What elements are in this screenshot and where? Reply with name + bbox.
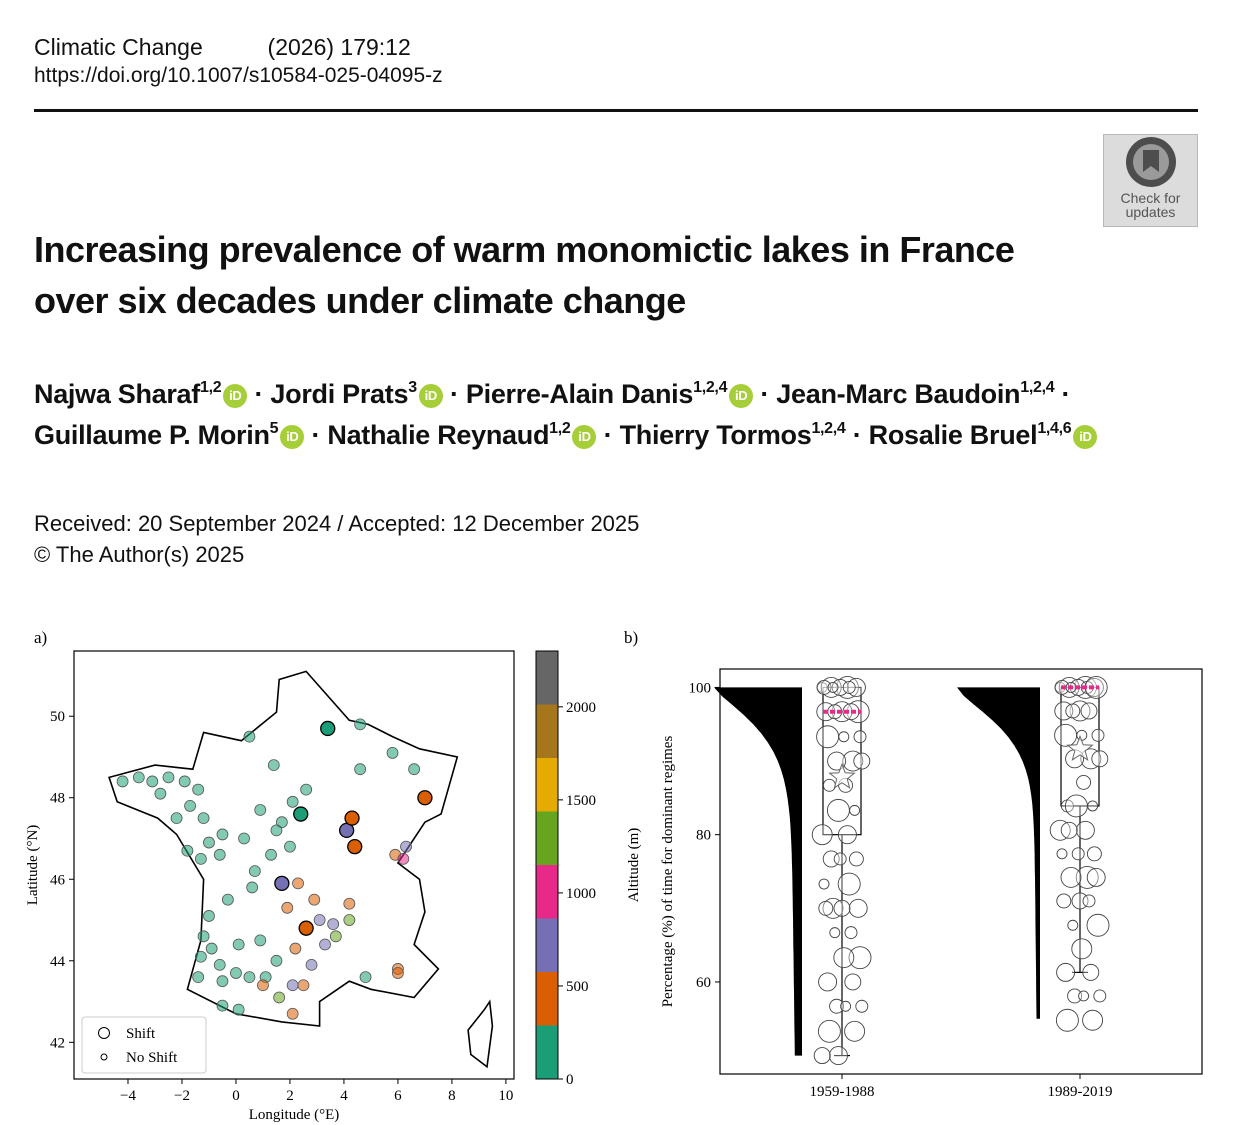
lake-point	[294, 807, 308, 821]
colorbar-tick-label: 1000	[566, 885, 596, 902]
x-tick-label: 1959-1988	[809, 1084, 875, 1100]
lake-point	[255, 935, 266, 946]
lake-point	[287, 980, 298, 991]
lake-point	[268, 760, 279, 771]
data-point	[814, 1048, 830, 1064]
y-axis-label: Latitude (°N)	[25, 824, 41, 906]
colorbar-tick-label: 500	[566, 978, 589, 995]
data-point	[856, 1000, 868, 1012]
lake-point	[217, 829, 228, 840]
orcid-icon[interactable]: iD	[223, 384, 247, 408]
lake-point	[320, 939, 331, 950]
lake-point	[282, 902, 293, 913]
data-point	[849, 899, 867, 917]
data-point	[819, 901, 833, 915]
lake-point	[266, 849, 277, 860]
author-separator: ·	[247, 379, 271, 409]
panel-label: b)	[624, 628, 639, 647]
data-point	[1088, 801, 1098, 811]
lake-point	[198, 931, 209, 942]
y-tick-label: 100	[688, 680, 711, 697]
lake-point	[271, 955, 282, 966]
lake-point	[214, 959, 225, 970]
data-point	[819, 973, 837, 991]
lake-point	[203, 837, 214, 848]
data-point	[1087, 868, 1105, 886]
data-point	[1066, 704, 1080, 718]
lake-point	[360, 972, 371, 983]
colorbar-segment	[536, 972, 558, 1026]
x-axis-label: Longitude (°E)	[248, 1107, 340, 1123]
author-entry	[466, 379, 753, 409]
data-point	[1068, 920, 1078, 930]
colorbar-segment	[536, 812, 558, 866]
lake-point	[203, 910, 214, 921]
x-tick-label: 6	[394, 1088, 402, 1104]
lake-point	[155, 788, 166, 799]
data-point	[845, 927, 857, 939]
figure-panel-b	[620, 625, 1220, 1125]
data-point	[817, 726, 839, 748]
y-tick-label: 48	[50, 790, 65, 807]
lake-point	[206, 943, 217, 954]
lake-point	[348, 840, 362, 854]
data-point	[850, 805, 860, 815]
copyright-line: © The Author(s) 2025	[34, 542, 245, 567]
y-tick-label: 46	[50, 872, 65, 889]
data-point	[828, 682, 838, 692]
data-point	[834, 853, 846, 865]
author-name[interactable]: Guillaume P. Morin	[34, 420, 270, 450]
data-point	[823, 779, 835, 791]
lake-point	[345, 811, 359, 825]
colorbar-segment	[536, 705, 558, 759]
data-point	[827, 799, 849, 821]
lake-point	[222, 894, 233, 905]
y-axis-label: Percentage (%) of time for dominant regimes	[660, 735, 676, 1008]
author-entry	[327, 420, 596, 450]
data-point	[830, 928, 840, 938]
lake-point	[344, 915, 355, 926]
author-name[interactable]: Rosalie Bruel	[868, 420, 1038, 450]
lake-point	[233, 939, 244, 950]
author-separator: ·	[304, 420, 328, 450]
title-line-2: over six decades under climate change	[34, 280, 686, 321]
data-point	[854, 753, 870, 769]
lake-point	[287, 1008, 298, 1019]
data-point	[841, 1001, 851, 1011]
x-tick-label: 0	[232, 1088, 240, 1104]
orcid-icon[interactable]: iD	[572, 425, 596, 449]
x-tick-label: −2	[173, 1088, 190, 1104]
lake-point	[284, 841, 295, 852]
lake-point	[230, 968, 241, 979]
author-name[interactable]: Pierre-Alain Danis	[465, 379, 694, 409]
title-line-1: Increasing prevalence of warm monomictic lakes in France	[34, 229, 1015, 270]
author-affiliation: 1,2,4	[693, 379, 728, 396]
orcid-icon[interactable]: iD	[280, 425, 304, 449]
x-tick-label: 1989-2019	[1047, 1084, 1113, 1100]
data-point	[1057, 894, 1071, 908]
data-point	[1077, 775, 1091, 789]
lake-point	[217, 976, 228, 987]
data-point	[1092, 751, 1108, 767]
lake-point	[298, 980, 309, 991]
data-point	[829, 1047, 847, 1065]
author-entry	[776, 379, 1054, 409]
author-affiliation: 1,2,4	[811, 420, 846, 437]
data-point	[1083, 1010, 1103, 1030]
y-tick-label: 50	[50, 709, 65, 726]
x-tick-label: 8	[448, 1088, 456, 1104]
colorbar-tick-label: 1500	[566, 792, 596, 809]
author-name[interactable]: Najwa Sharaf	[34, 379, 200, 409]
x-tick-label: 4	[340, 1088, 348, 1104]
bookmark-badge-icon	[1121, 135, 1181, 191]
colorbar-label: Altitude (m)	[626, 827, 642, 903]
lake-point	[147, 776, 158, 787]
lake-point	[185, 800, 196, 811]
lake-point	[321, 721, 335, 735]
lake-point	[247, 882, 258, 893]
author-affiliation: 1,4,6	[1037, 420, 1072, 437]
journal-citation: (2026) 179:12	[267, 34, 411, 60]
lake-point	[301, 784, 312, 795]
lake-point	[249, 866, 260, 877]
lake-point	[330, 931, 341, 942]
author-affiliation: 5	[269, 420, 279, 437]
author-entry	[34, 420, 304, 450]
colorbar-segment	[536, 865, 558, 919]
lake-point	[255, 804, 266, 815]
data-point	[1076, 821, 1094, 839]
lake-point	[355, 764, 366, 775]
data-point	[1083, 964, 1099, 980]
data-point	[839, 732, 849, 742]
journal-name: Climatic Change	[34, 34, 203, 60]
orcid-icon[interactable]: iD	[419, 384, 443, 408]
author-name[interactable]: Thierry Tormos	[619, 420, 812, 450]
lake-point	[290, 943, 301, 954]
lake-point	[309, 894, 320, 905]
lake-point	[299, 921, 313, 935]
lake-point	[179, 776, 190, 787]
data-point	[1079, 991, 1089, 1001]
author-name[interactable]: Jean-Marc Baudoin	[776, 379, 1021, 409]
colorbar-tick-label: 2000	[566, 699, 596, 716]
check-for-updates-badge[interactable]	[1103, 134, 1198, 227]
lake-point	[418, 791, 432, 805]
orcid-icon[interactable]: iD	[1073, 425, 1097, 449]
publication-dates	[34, 508, 639, 570]
article-title	[34, 224, 1094, 326]
data-point	[1094, 990, 1106, 1002]
lake-point	[193, 784, 204, 795]
doi-link[interactable]: https://doi.org/10.1007/s10584-025-04095-z	[34, 64, 443, 87]
author-separator: ·	[1054, 379, 1071, 409]
y-tick-label: 42	[50, 1035, 65, 1052]
author-affiliation: 1,2	[549, 420, 571, 437]
author-affiliation: 1,2	[199, 379, 222, 396]
data-point	[1055, 724, 1077, 746]
author-affiliation: 3	[408, 379, 417, 396]
data-point	[834, 900, 850, 916]
lake-point	[306, 959, 317, 970]
lake-point	[271, 825, 282, 836]
lake-point	[392, 968, 403, 979]
lake-point	[355, 719, 366, 730]
data-point	[1083, 895, 1095, 907]
y-tick-label: 44	[50, 953, 65, 970]
lake-point	[257, 980, 268, 991]
lake-point	[193, 972, 204, 983]
data-point	[1072, 939, 1092, 959]
data-point	[812, 825, 832, 845]
lake-point	[233, 1004, 244, 1015]
journal-header	[34, 32, 411, 63]
lake-point	[275, 876, 289, 890]
header-rule	[34, 109, 1198, 112]
lake-point	[387, 747, 398, 758]
colorbar-segment	[536, 919, 558, 973]
lake-point	[344, 898, 355, 909]
orcid-icon[interactable]: iD	[729, 384, 753, 408]
received-accepted: Received: 20 September 2024 / Accepted: 12 December 2025	[34, 511, 640, 536]
data-point	[1072, 848, 1084, 860]
data-point	[1081, 703, 1097, 719]
x-tick-label: 10	[498, 1088, 514, 1104]
y-tick-label: 60	[696, 974, 711, 991]
author-separator: ·	[753, 379, 777, 409]
legend-noshift-label: No Shift	[126, 1050, 178, 1066]
lake-point	[293, 878, 304, 889]
colorbar-segment	[536, 1026, 558, 1080]
data-point	[854, 731, 866, 743]
data-point	[838, 873, 860, 895]
lake-point	[328, 919, 339, 930]
lake-point	[239, 833, 250, 844]
data-point	[838, 826, 856, 844]
lake-point	[195, 951, 206, 962]
lake-point	[217, 1000, 228, 1011]
data-point	[1061, 822, 1077, 838]
data-point	[818, 1020, 840, 1042]
author-entry	[270, 379, 442, 409]
data-point	[819, 879, 829, 889]
author-separator: ·	[845, 420, 869, 450]
x-tick-label: −4	[120, 1088, 136, 1104]
author-entry	[620, 420, 846, 450]
colorbar-tick-label: 0	[566, 1072, 574, 1088]
data-point	[1056, 1009, 1078, 1031]
lake-point	[133, 772, 144, 783]
data-point	[1077, 730, 1087, 740]
data-point	[1057, 849, 1067, 859]
author-name[interactable]: Jordi Prats	[270, 379, 409, 409]
data-point	[1065, 795, 1087, 817]
lake-point	[314, 915, 325, 926]
data-point	[849, 852, 863, 866]
data-point	[834, 948, 854, 968]
author-name[interactable]: Nathalie Reynaud	[327, 420, 550, 450]
author-entry	[34, 379, 247, 409]
data-point	[845, 1021, 865, 1041]
x-tick-label: 2	[286, 1088, 294, 1104]
lake-point	[244, 972, 255, 983]
check-for-updates-label: Check for updates	[1120, 190, 1181, 220]
author-list	[34, 374, 1214, 456]
colorbar-segment	[536, 651, 558, 705]
data-point	[843, 681, 855, 693]
lake-point	[244, 731, 255, 742]
data-point	[1092, 729, 1104, 741]
lake-point	[163, 772, 174, 783]
lake-point	[274, 992, 285, 1003]
author-affiliation: 1,2,4	[1020, 379, 1055, 396]
colorbar-segment	[536, 758, 558, 812]
lake-point	[287, 796, 298, 807]
lake-point	[214, 849, 225, 860]
lake-point	[171, 813, 182, 824]
data-point	[845, 974, 861, 990]
figure-panel-a	[20, 625, 642, 1125]
lake-point	[182, 845, 193, 856]
author-separator: ·	[596, 420, 620, 450]
lake-point	[195, 853, 206, 864]
data-point	[1087, 914, 1109, 936]
data-point	[1061, 867, 1081, 887]
author-entry	[869, 420, 1098, 450]
data-point	[1087, 847, 1101, 861]
legend-shift-label: Shift	[126, 1026, 156, 1042]
data-point	[1057, 963, 1075, 981]
lake-point	[398, 853, 409, 864]
lake-point	[117, 776, 128, 787]
panel-label: a)	[34, 628, 48, 647]
lake-point	[401, 841, 412, 852]
lake-point	[409, 764, 420, 775]
lake-point	[198, 813, 209, 824]
author-separator: ·	[442, 379, 466, 409]
y-tick-label: 80	[696, 827, 711, 844]
